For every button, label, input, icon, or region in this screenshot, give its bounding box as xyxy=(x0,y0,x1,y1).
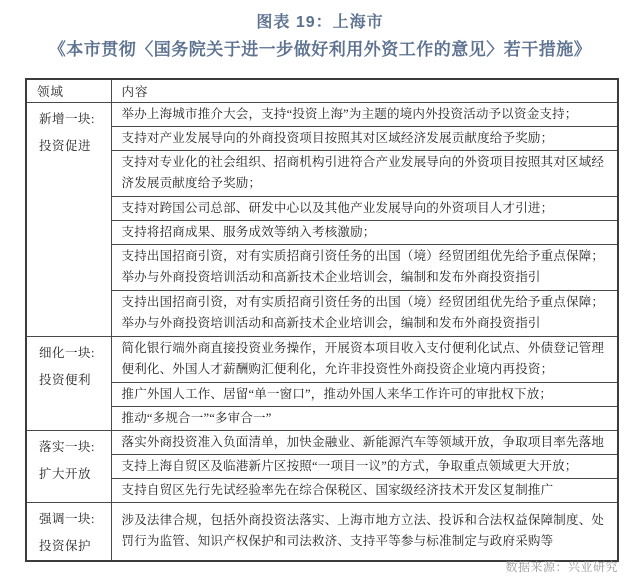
field-label-line2: 投资保护 xyxy=(39,538,92,553)
measure-cell: 举办上海城市推介大会，支持“投资上海”为主题的境内外投资活动予以资金支持； xyxy=(111,102,618,126)
measure-cell: 支持上海自贸区及临港新片区按照“一项目一议”的方式，争取重点领域更大开放； xyxy=(111,454,618,478)
table-row xyxy=(26,220,618,244)
measure-cell: 落实外商投资准入负面清单，加快金融业、新能源汽车等领域开放，争取项目率先落地 xyxy=(111,430,618,454)
measure-cell: 支持对跨国公司总部、研发中心以及其他产业发展导向的外资项目人才引进； xyxy=(111,196,618,220)
table-row xyxy=(26,478,618,502)
field-label-line1: 强调一块: xyxy=(39,511,95,526)
table-row xyxy=(26,244,618,290)
table-row xyxy=(26,290,618,336)
field-label-line1: 细化一块: xyxy=(39,345,95,360)
measures-table xyxy=(25,78,619,562)
measure-cell: 支持将招商成果、服务成效等纳入考核激励； xyxy=(111,220,618,244)
measure-cell: 支持对产业发展导向的外商投资项目按照其对区域经济发展贡献度给予奖励； xyxy=(111,126,618,150)
column-header-field: 领域 xyxy=(26,79,111,102)
field-cell-investment-facilitation xyxy=(26,336,111,430)
field-label-line2: 投资促进 xyxy=(39,138,92,153)
table-row xyxy=(26,196,618,220)
figure-title xyxy=(0,0,640,65)
measure-cell: 涉及法律合规，包括外商投资法落实、上海市地方立法、投诉和合法权益保障制度、处罚行为监管、知识产权保护和司法救济、支持平等参与标准制定与政府采购等 xyxy=(111,502,618,561)
field-cell-investment-protection xyxy=(26,502,111,561)
field-label-line1: 新增一块: xyxy=(39,111,95,126)
field-label-line2: 投资便利 xyxy=(39,372,92,387)
field-cell-opening-up xyxy=(26,430,111,502)
measure-cell: 支持出国招商引资，对有实质招商引资任务的出国（境）经贸团组优先给予重点保障；举办与外商投资培训活动和高新技术企业培训会，编制和发布外商投资指引 xyxy=(111,244,618,290)
table-row xyxy=(26,382,618,406)
figure-title-line2: 《本市贯彻〈国务院关于进一步做好利用外资工作的意见〉若干措施》 xyxy=(48,40,592,59)
field-label-line1: 落实一块: xyxy=(39,439,95,454)
table-row xyxy=(26,102,618,126)
table-row xyxy=(26,430,618,454)
measure-cell: 推动“多规合一”“多审合一” xyxy=(111,406,618,430)
table-row xyxy=(26,336,618,382)
table-row xyxy=(26,502,618,561)
table-row xyxy=(26,126,618,150)
table-header-row xyxy=(26,79,618,102)
measure-cell: 支持出国招商引资，对有实质招商引资任务的出国（境）经贸团组优先给予重点保障；举办与外商投资培训活动和高新技术企业培训会，编制和发布外商投资指引 xyxy=(111,290,618,336)
measure-cell: 简化银行端外商直接投资业务操作，开展资本项目收入支付便利化试点、外债登记管理便利化、外国人才薪酬购汇便利化，允许非投资性外商投资企业境内再投资； xyxy=(111,336,618,382)
measure-cell: 支持自贸区先行先试经验率先在综合保税区、国家级经济技术开发区复制推广 xyxy=(111,478,618,502)
table-row xyxy=(26,454,618,478)
figure-title-line1: 图表 19：上海市 xyxy=(256,14,384,31)
field-cell-investment-promotion xyxy=(26,102,111,336)
table-row xyxy=(26,406,618,430)
measure-cell: 支持对专业化的社会组织、招商机构引进符合产业发展导向的外资项目按照其对区域经济发展贡献度给予奖励； xyxy=(111,150,618,196)
table-row xyxy=(26,150,618,196)
column-header-content: 内容 xyxy=(111,79,618,102)
measure-cell: 推广外国人工作、居留“单一窗口”，推动外国人来华工作许可的审批权下放； xyxy=(111,382,618,406)
data-source: 数据来源：兴业研究 xyxy=(505,560,618,574)
field-label-line2: 扩大开放 xyxy=(39,466,92,481)
